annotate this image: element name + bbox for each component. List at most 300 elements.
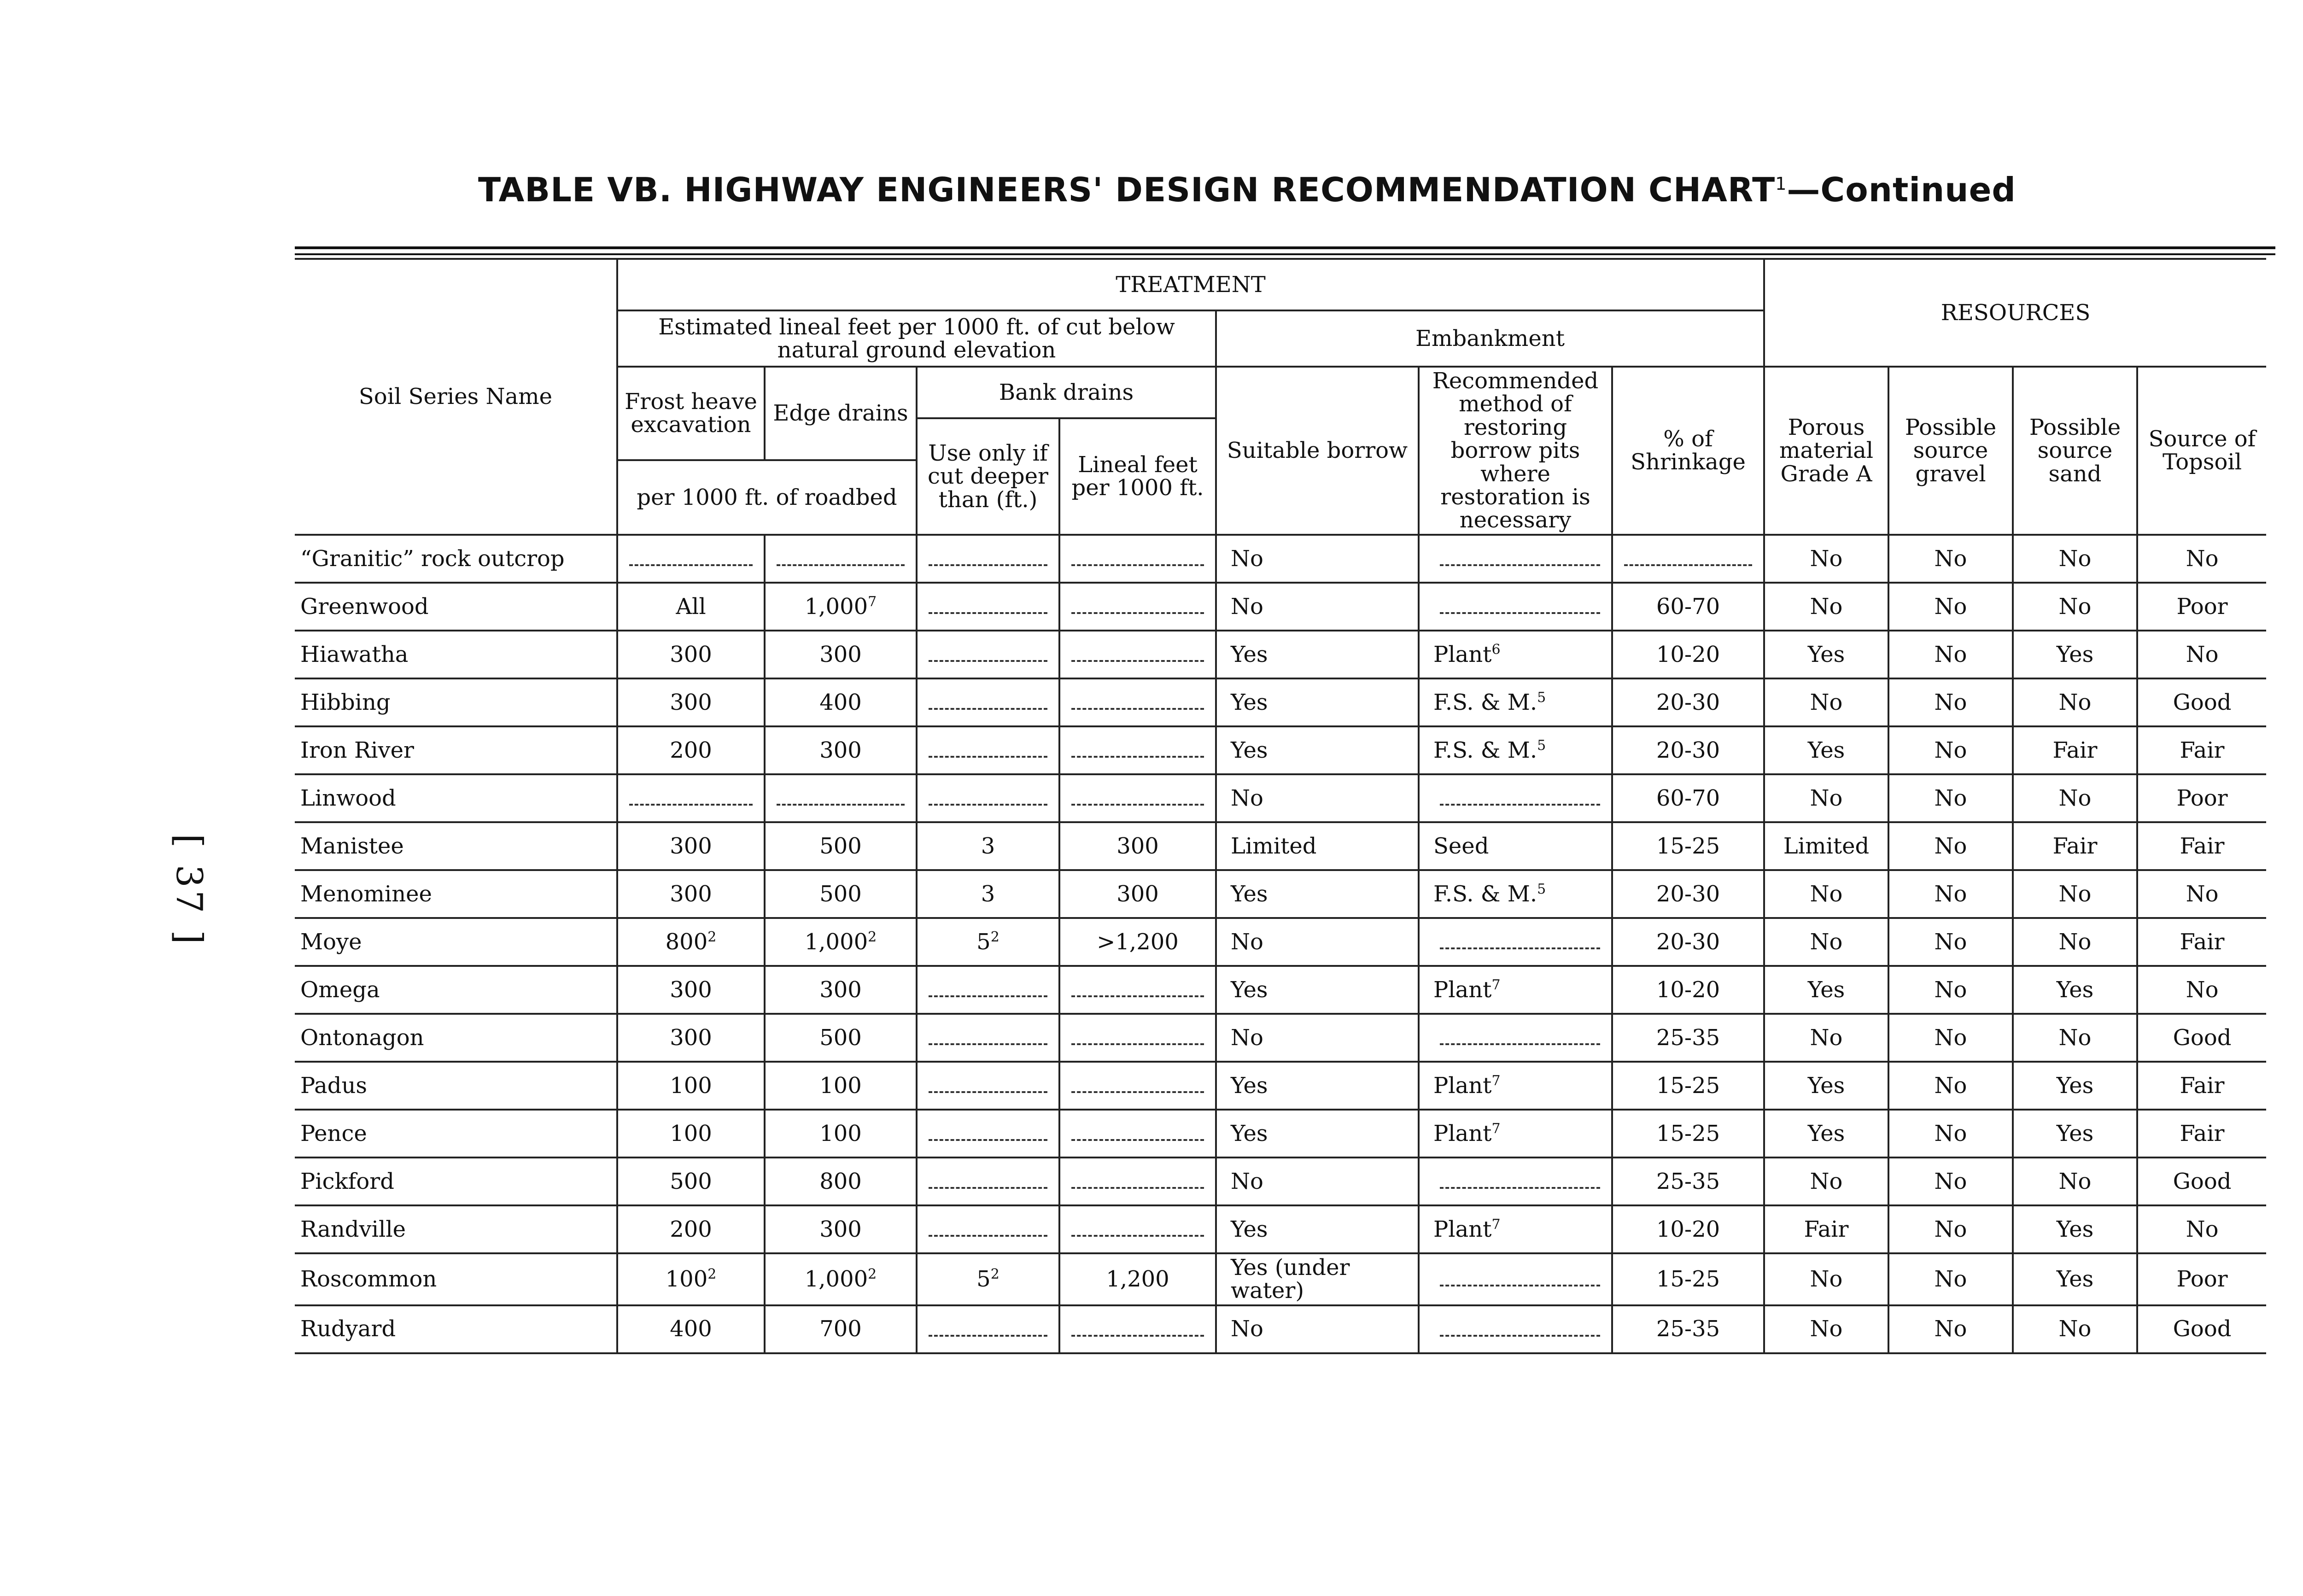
footnote-marker: 6	[1491, 642, 1501, 658]
cell-source-topsoil	[2137, 1205, 2266, 1253]
cell-suitable-borrow-text: Limited	[1231, 833, 1317, 859]
cell-frost-heave	[617, 1253, 765, 1305]
cell-soil-name	[295, 631, 617, 678]
cell-source-sand-text: Yes	[2056, 1072, 2094, 1099]
cell-source-sand-text: No	[2058, 1168, 2092, 1194]
design-recommendation-table	[295, 258, 2266, 1354]
cell-porous-material	[1764, 822, 1888, 870]
cell-soil-name	[295, 726, 617, 774]
cell-source-sand	[2013, 726, 2137, 774]
cell-source-gravel-text: No	[1934, 833, 1967, 859]
cell-porous-material	[1764, 966, 1888, 1014]
cell-use-only-if	[917, 1014, 1059, 1062]
col-lineal-feet: Lineal feet per 1000 ft.	[1059, 418, 1216, 535]
cell-porous-material	[1764, 774, 1888, 822]
cell-edge-drains-text: 100	[819, 1120, 862, 1146]
cell-restoration-method	[1419, 583, 1612, 631]
cell-use-only-if	[917, 631, 1059, 678]
cell-lineal-feet-text: >1,200	[1097, 929, 1179, 955]
cell-use-only-if	[917, 1062, 1059, 1110]
cell-source-topsoil	[2137, 535, 2266, 583]
cell-use-only-if	[917, 1305, 1059, 1353]
col-porous-material: Porous material Grade A	[1764, 367, 1888, 535]
cell-source-topsoil	[2137, 1062, 2266, 1110]
cell-source-sand	[2013, 1110, 2137, 1158]
cell-soil-name-text: Hibbing	[300, 689, 391, 715]
cell-use-only-if	[917, 1158, 1059, 1205]
cell-source-topsoil	[2137, 918, 2266, 966]
cell-shrinkage	[1612, 774, 1764, 822]
cell-edge-drains-text: 500	[819, 833, 862, 859]
cell-porous-material	[1764, 1305, 1888, 1353]
cell-porous-material-text: No	[1810, 1024, 1843, 1051]
empty-dash	[629, 564, 753, 566]
cell-restoration-method	[1419, 1062, 1612, 1110]
cell-suitable-borrow-text: Yes (under water)	[1231, 1254, 1350, 1304]
cell-soil-name	[295, 870, 617, 918]
cell-frost-heave	[617, 822, 765, 870]
cell-edge-drains	[765, 631, 917, 678]
cell-lineal-feet	[1059, 535, 1216, 583]
cell-source-topsoil-text: Fair	[2180, 833, 2225, 859]
empty-dash	[1071, 564, 1204, 566]
cell-source-gravel-text: No	[1934, 641, 1967, 667]
cell-frost-heave-text: 300	[670, 833, 712, 859]
cell-shrinkage	[1612, 535, 1764, 583]
cell-source-gravel	[1888, 774, 2013, 822]
footnote-marker: 7	[1491, 977, 1501, 994]
cell-soil-name-text: Pickford	[300, 1168, 394, 1194]
cell-source-sand	[2013, 822, 2137, 870]
cell-source-gravel-text: No	[1934, 593, 1967, 620]
cell-lineal-feet	[1059, 774, 1216, 822]
cell-porous-material	[1764, 1014, 1888, 1062]
cell-source-sand-text: No	[2058, 689, 2092, 715]
cell-source-topsoil	[2137, 726, 2266, 774]
cell-suitable-borrow-text: No	[1231, 785, 1263, 811]
cell-suitable-borrow	[1216, 918, 1419, 966]
cell-edge-drains	[765, 918, 917, 966]
cell-source-gravel-text: No	[1934, 1024, 1967, 1051]
footnote-marker: 5	[1537, 690, 1546, 706]
empty-dash	[1071, 804, 1204, 806]
col-suitable-borrow: Suitable borrow	[1216, 367, 1419, 535]
cell-source-topsoil-text: Poor	[2176, 1266, 2228, 1292]
empty-dash	[929, 1139, 1047, 1141]
cell-lineal-feet	[1059, 1205, 1216, 1253]
cell-edge-drains	[765, 535, 917, 583]
cell-suitable-borrow-text: No	[1231, 1168, 1263, 1194]
cell-porous-material	[1764, 1253, 1888, 1305]
cell-source-topsoil	[2137, 822, 2266, 870]
cell-edge-drains	[765, 1014, 917, 1062]
empty-dash	[1440, 564, 1600, 566]
cell-source-topsoil-text: No	[2186, 1216, 2219, 1242]
table-row	[295, 726, 2266, 774]
empty-dash	[1071, 708, 1204, 710]
cell-porous-material-text: No	[1810, 929, 1843, 955]
cell-porous-material	[1764, 870, 1888, 918]
cell-lineal-feet	[1059, 822, 1216, 870]
cell-frost-heave	[617, 774, 765, 822]
cell-source-gravel-text: No	[1934, 1266, 1967, 1292]
cell-use-only-if	[917, 1205, 1059, 1253]
cell-source-topsoil-text: Fair	[2180, 929, 2225, 955]
cell-frost-heave	[617, 966, 765, 1014]
cell-soil-name	[295, 822, 617, 870]
cell-edge-drains	[765, 1205, 917, 1253]
cell-lineal-feet-text: 300	[1116, 833, 1159, 859]
cell-suitable-borrow	[1216, 966, 1419, 1014]
cell-porous-material	[1764, 918, 1888, 966]
cell-suitable-borrow-text: Yes	[1231, 689, 1268, 715]
cell-source-gravel	[1888, 1110, 2013, 1158]
cell-frost-heave	[617, 1205, 765, 1253]
cell-edge-drains-text: 1,000	[804, 1266, 868, 1292]
cell-source-gravel	[1888, 1014, 2013, 1062]
cell-edge-drains	[765, 1110, 917, 1158]
cell-source-sand	[2013, 774, 2137, 822]
page-number: [ 37 ]	[168, 834, 210, 947]
cell-suitable-borrow	[1216, 678, 1419, 726]
cell-use-only-if	[917, 966, 1059, 1014]
footnote-marker: 2	[990, 929, 1000, 946]
cell-restoration-method	[1419, 822, 1612, 870]
cell-source-sand-text: Yes	[2056, 1120, 2094, 1146]
cell-soil-name-text: Ontonagon	[300, 1024, 424, 1051]
cell-lineal-feet	[1059, 1305, 1216, 1353]
cell-shrinkage-text: 60-70	[1656, 785, 1720, 811]
cell-frost-heave-text: 300	[670, 976, 712, 1003]
cell-shrinkage-text: 20-30	[1656, 929, 1720, 955]
cell-shrinkage	[1612, 1305, 1764, 1353]
cell-soil-name-text: Randville	[300, 1216, 406, 1242]
empty-dash	[1624, 564, 1752, 566]
cell-edge-drains-text: 300	[819, 976, 862, 1003]
cell-shrinkage	[1612, 918, 1764, 966]
cell-lineal-feet	[1059, 1253, 1216, 1305]
cell-porous-material	[1764, 535, 1888, 583]
cell-shrinkage	[1612, 678, 1764, 726]
cell-shrinkage	[1612, 966, 1764, 1014]
cell-shrinkage	[1612, 1014, 1764, 1062]
col-source-sand: Possible source sand	[2013, 367, 2137, 535]
cell-restoration-method	[1419, 631, 1612, 678]
cell-edge-drains	[765, 1158, 917, 1205]
cell-use-only-if	[917, 583, 1059, 631]
cell-suitable-borrow	[1216, 631, 1419, 678]
cell-edge-drains	[765, 870, 917, 918]
cell-edge-drains	[765, 966, 917, 1014]
cell-suitable-borrow	[1216, 1205, 1419, 1253]
cell-shrinkage-text: 25-35	[1656, 1024, 1720, 1051]
cell-source-sand-text: Fair	[2052, 737, 2098, 763]
cell-restoration-method-text: F.S. & M.	[1433, 881, 1537, 907]
cell-porous-material	[1764, 726, 1888, 774]
cell-source-sand-text: No	[2058, 785, 2092, 811]
table-row	[295, 1205, 2266, 1253]
empty-dash	[1071, 1235, 1204, 1237]
cell-shrinkage-text: 25-35	[1656, 1316, 1720, 1342]
empty-dash	[777, 804, 905, 806]
empty-dash	[1071, 660, 1204, 662]
cell-source-gravel	[1888, 1205, 2013, 1253]
cell-source-gravel-text: No	[1934, 1072, 1967, 1099]
cell-frost-heave-text: 400	[670, 1316, 712, 1342]
cell-source-gravel	[1888, 583, 2013, 631]
cell-edge-drains-text: 400	[819, 689, 862, 715]
cell-shrinkage	[1612, 822, 1764, 870]
cell-porous-material-text: Yes	[1807, 976, 1845, 1003]
cell-edge-drains-text: 300	[819, 1216, 862, 1242]
cell-frost-heave	[617, 1158, 765, 1205]
cell-source-sand	[2013, 1062, 2137, 1110]
cell-shrinkage-text: 20-30	[1656, 737, 1720, 763]
col-use-only-if: Use only if cut deeper than (ft.)	[917, 418, 1059, 535]
cell-lineal-feet	[1059, 726, 1216, 774]
cell-shrinkage	[1612, 726, 1764, 774]
cell-soil-name	[295, 1205, 617, 1253]
table-row	[295, 631, 2266, 678]
cell-source-topsoil	[2137, 1110, 2266, 1158]
cell-lineal-feet	[1059, 1158, 1216, 1205]
cell-use-only-if	[917, 822, 1059, 870]
cell-suitable-borrow-text: No	[1231, 1024, 1263, 1051]
cell-restoration-method	[1419, 1110, 1612, 1158]
cell-source-topsoil	[2137, 966, 2266, 1014]
empty-dash	[929, 660, 1047, 662]
cell-source-sand	[2013, 1305, 2137, 1353]
cell-frost-heave-text: 500	[670, 1168, 712, 1194]
cell-restoration-method	[1419, 1305, 1612, 1353]
cell-lineal-feet	[1059, 870, 1216, 918]
cell-source-topsoil	[2137, 631, 2266, 678]
cell-source-topsoil-text: Fair	[2180, 1120, 2225, 1146]
cell-frost-heave	[617, 583, 765, 631]
cell-suitable-borrow-text: No	[1231, 929, 1263, 955]
cell-shrinkage-text: 10-20	[1656, 976, 1720, 1003]
cell-lineal-feet	[1059, 1110, 1216, 1158]
cell-suitable-borrow	[1216, 535, 1419, 583]
empty-dash	[929, 756, 1047, 758]
cell-source-gravel-text: No	[1934, 1120, 1967, 1146]
cell-restoration-method	[1419, 1253, 1612, 1305]
cell-source-sand-text: Yes	[2056, 1216, 2094, 1242]
table-row	[295, 1014, 2266, 1062]
empty-dash	[1071, 756, 1204, 758]
footnote-marker: 7	[1491, 1121, 1501, 1137]
cell-edge-drains	[765, 583, 917, 631]
cell-source-gravel	[1888, 535, 2013, 583]
cell-restoration-method	[1419, 1014, 1612, 1062]
cell-suitable-borrow-text: Yes	[1231, 1072, 1268, 1099]
table-row	[295, 822, 2266, 870]
cell-restoration-method	[1419, 535, 1612, 583]
cell-soil-name-text: Omega	[300, 976, 380, 1003]
col-recommended-method: Recommended method of restoring borrow pits where restoration is necessary	[1419, 367, 1612, 535]
cell-soil-name-text: Moye	[300, 929, 362, 955]
cell-frost-heave-text: 100	[670, 1120, 712, 1146]
cell-source-gravel	[1888, 1253, 2013, 1305]
cell-shrinkage	[1612, 583, 1764, 631]
cell-soil-name	[295, 1305, 617, 1353]
empty-dash	[1440, 804, 1600, 806]
cell-soil-name	[295, 1062, 617, 1110]
cell-source-topsoil	[2137, 774, 2266, 822]
cell-source-gravel-text: No	[1934, 1168, 1967, 1194]
cell-source-sand	[2013, 678, 2137, 726]
cell-source-topsoil-text: No	[2186, 881, 2219, 907]
header-embankment: Embankment	[1216, 310, 1764, 367]
cell-source-sand	[2013, 918, 2137, 966]
cell-shrinkage	[1612, 870, 1764, 918]
cell-source-gravel-text: No	[1934, 976, 1967, 1003]
cell-use-only-if	[917, 774, 1059, 822]
cell-soil-name-text: Rudyard	[300, 1316, 396, 1342]
top-rule	[295, 246, 2275, 249]
cell-source-gravel	[1888, 918, 2013, 966]
empty-dash	[1071, 1187, 1204, 1189]
cell-restoration-method	[1419, 1158, 1612, 1205]
cell-source-gravel-text: No	[1934, 1216, 1967, 1242]
cell-frost-heave	[617, 535, 765, 583]
cell-source-gravel-text: No	[1934, 929, 1967, 955]
cell-frost-heave-text: All	[676, 593, 706, 620]
cell-soil-name	[295, 774, 617, 822]
cell-source-sand-text: No	[2058, 545, 2092, 572]
cell-suitable-borrow-text: No	[1231, 545, 1263, 572]
cell-soil-name-text: Pence	[300, 1120, 367, 1146]
cell-frost-heave	[617, 678, 765, 726]
cell-frost-heave-text: 300	[670, 641, 712, 667]
cell-restoration-method	[1419, 918, 1612, 966]
cell-frost-heave-text: 300	[670, 1024, 712, 1051]
cell-source-gravel-text: No	[1934, 881, 1967, 907]
table-row	[295, 1110, 2266, 1158]
footnote-marker: 7	[868, 594, 877, 610]
cell-source-sand	[2013, 535, 2137, 583]
cell-source-topsoil-text: Poor	[2176, 593, 2228, 620]
cell-shrinkage	[1612, 1062, 1764, 1110]
cell-restoration-method-text: Plant	[1433, 1216, 1492, 1243]
cell-frost-heave	[617, 1305, 765, 1353]
footnote-marker: 2	[707, 1266, 717, 1283]
cell-suitable-borrow	[1216, 1158, 1419, 1205]
empty-dash	[1440, 1187, 1600, 1189]
cell-porous-material-text: No	[1810, 1266, 1843, 1292]
cell-porous-material	[1764, 1062, 1888, 1110]
cell-source-topsoil-text: Good	[2173, 689, 2232, 715]
cell-lineal-feet	[1059, 1062, 1216, 1110]
title-footnote: 1	[1775, 174, 1787, 194]
cell-porous-material-text: No	[1810, 881, 1843, 907]
cell-use-only-if-text: 5	[976, 1266, 991, 1292]
header-per-roadbed: per 1000 ft. of roadbed	[617, 460, 917, 535]
cell-frost-heave	[617, 870, 765, 918]
col-shrinkage: % of Shrinkage	[1612, 367, 1764, 535]
cell-lineal-feet	[1059, 966, 1216, 1014]
table-row	[295, 870, 2266, 918]
cell-source-gravel	[1888, 1158, 2013, 1205]
cell-source-sand	[2013, 1158, 2137, 1205]
cell-suitable-borrow	[1216, 583, 1419, 631]
cell-restoration-method-text: Plant	[1433, 1121, 1492, 1147]
page-title	[0, 170, 2303, 209]
cell-source-topsoil	[2137, 870, 2266, 918]
cell-source-sand-text: Yes	[2056, 641, 2094, 667]
col-soil-series-name: Soil Series Name	[295, 259, 617, 535]
cell-edge-drains-text: 300	[819, 641, 862, 667]
cell-lineal-feet	[1059, 1014, 1216, 1062]
empty-dash	[929, 1235, 1047, 1237]
cell-source-sand-text: Yes	[2056, 976, 2094, 1003]
empty-dash	[1071, 612, 1204, 614]
cell-edge-drains-text: 100	[819, 1072, 862, 1099]
cell-restoration-method-text: Plant	[1433, 1073, 1492, 1099]
cell-soil-name	[295, 1158, 617, 1205]
cell-frost-heave	[617, 1014, 765, 1062]
cell-source-sand-text: No	[2058, 593, 2092, 620]
cell-porous-material-text: No	[1810, 1168, 1843, 1194]
cell-suitable-borrow	[1216, 1062, 1419, 1110]
cell-source-gravel	[1888, 631, 2013, 678]
empty-dash	[777, 564, 905, 566]
cell-source-sand	[2013, 1253, 2137, 1305]
cell-use-only-if	[917, 535, 1059, 583]
cell-soil-name-text: Hiawatha	[300, 641, 409, 667]
cell-use-only-if	[917, 678, 1059, 726]
cell-edge-drains	[765, 678, 917, 726]
empty-dash	[1071, 1043, 1204, 1045]
empty-dash	[1071, 995, 1204, 997]
cell-shrinkage	[1612, 1110, 1764, 1158]
table-row	[295, 1158, 2266, 1205]
cell-frost-heave-text: 300	[670, 689, 712, 715]
cell-use-only-if	[917, 726, 1059, 774]
empty-dash	[1440, 1335, 1600, 1337]
cell-source-gravel-text: No	[1934, 785, 1967, 811]
cell-suitable-borrow-text: Yes	[1231, 976, 1268, 1003]
cell-soil-name	[295, 1110, 617, 1158]
footnote-marker: 5	[1537, 737, 1546, 754]
cell-source-topsoil-text: Good	[2173, 1168, 2232, 1194]
cell-source-topsoil	[2137, 1253, 2266, 1305]
footnote-marker: 7	[1491, 1216, 1501, 1233]
cell-use-only-if	[917, 1110, 1059, 1158]
cell-restoration-method-text: F.S. & M.	[1433, 737, 1537, 764]
cell-source-sand	[2013, 631, 2137, 678]
empty-dash	[929, 708, 1047, 710]
cell-lineal-feet-text: 300	[1116, 881, 1159, 907]
cell-frost-heave-text: 200	[670, 737, 712, 763]
header-estimated-lineal-feet: Estimated lineal feet per 1000 ft. of cut below natural ground elevation	[617, 310, 1216, 367]
cell-source-topsoil-text: No	[2186, 641, 2219, 667]
table-row	[295, 1305, 2266, 1353]
table-row	[295, 583, 2266, 631]
cell-edge-drains	[765, 726, 917, 774]
cell-lineal-feet-text: 1,200	[1106, 1266, 1169, 1292]
cell-source-gravel-text: No	[1934, 1316, 1967, 1342]
cell-source-gravel-text: No	[1934, 737, 1967, 763]
cell-shrinkage	[1612, 1158, 1764, 1205]
cell-suitable-borrow	[1216, 870, 1419, 918]
cell-restoration-method	[1419, 870, 1612, 918]
cell-soil-name	[295, 535, 617, 583]
empty-dash	[929, 1187, 1047, 1189]
cell-edge-drains-text: 500	[819, 1024, 862, 1051]
cell-source-topsoil-text: Good	[2173, 1024, 2232, 1051]
cell-source-sand	[2013, 1014, 2137, 1062]
